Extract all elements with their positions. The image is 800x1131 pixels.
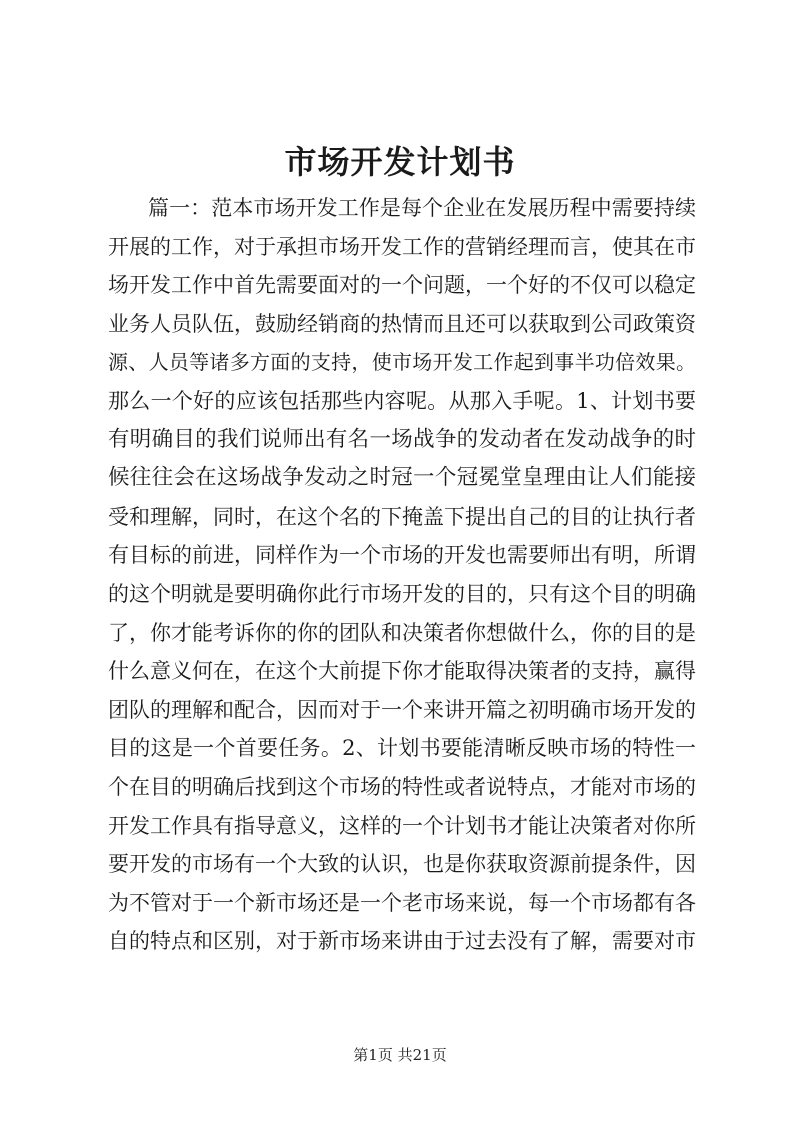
body-line: 有明确目的我们说师出有名一场战争的发动者在发动战争的时 <box>108 426 696 452</box>
body-line: 开展的工作，对于承担市场开发工作的营销经理而言，使其在市 <box>108 234 696 259</box>
body-line: 源、人员等诸多方面的支持，使市场开发工作起到事半功倍效果。 <box>108 350 696 375</box>
body-line: 的这个明就是要明确你此行市场开发的目的，只有这个目的明确 <box>108 581 696 606</box>
document-body <box>108 189 696 961</box>
body-line: 篇一：范本市场开发工作是每个企业在发展历程中需要持续 <box>148 196 696 220</box>
body-line: 业务人员队伍，鼓励经销商的热情而且还可以获取到公司政策资 <box>108 311 696 336</box>
body-line: 有目标的前进，同样作为一个市场的开发也需要师出有明，所谓 <box>108 543 696 568</box>
body-line: 为不管对于一个新市场还是一个老市场来说，每一个市场都有各 <box>108 890 696 915</box>
body-line: 要开发的市场有一个大致的认识，也是你获取资源前提条件，因 <box>108 852 696 877</box>
document-title: 市场开发计划书 <box>284 143 516 181</box>
body-line: 什么意义何在，在这个大前提下你才能取得决策者的支持，赢得 <box>108 659 696 684</box>
body-line: 了，你才能考诉你的你的团队和决策者你想做什么，你的目的是 <box>108 620 696 645</box>
body-line: 场开发工作中首先需要面对的一个问题，一个好的不仅可以稳定 <box>108 273 696 298</box>
body-line: 个在目的明确后找到这个市场的特性或者说特点，才能对市场的 <box>108 774 696 799</box>
body-line: 受和理解，同时，在这个名的下掩盖下提出自己的目的让执行者 <box>108 504 696 529</box>
body-line: 开发工作具有指导意义，这样的一个计划书才能让决策者对你所 <box>108 813 696 838</box>
body-line: 团队的理解和配合，因而对于一个来讲开篇之初明确市场开发的 <box>108 697 696 722</box>
body-line: 那么一个好的应该包括那些内容呢。从那入手呢。1、计划书要 <box>108 388 696 413</box>
page-number-footer: 第1页 共21页 <box>353 1046 447 1064</box>
body-line: 目的这是一个首要任务。2、计划书要能清晰反映市场的特性一 <box>108 736 696 761</box>
body-line: 候往往会在这场战争发动之时冠一个冠冕堂皇理由让人们能接 <box>108 465 696 491</box>
body-line: 自的特点和区别，对于新市场来讲由于过去没有了解，需要对市 <box>108 929 696 954</box>
